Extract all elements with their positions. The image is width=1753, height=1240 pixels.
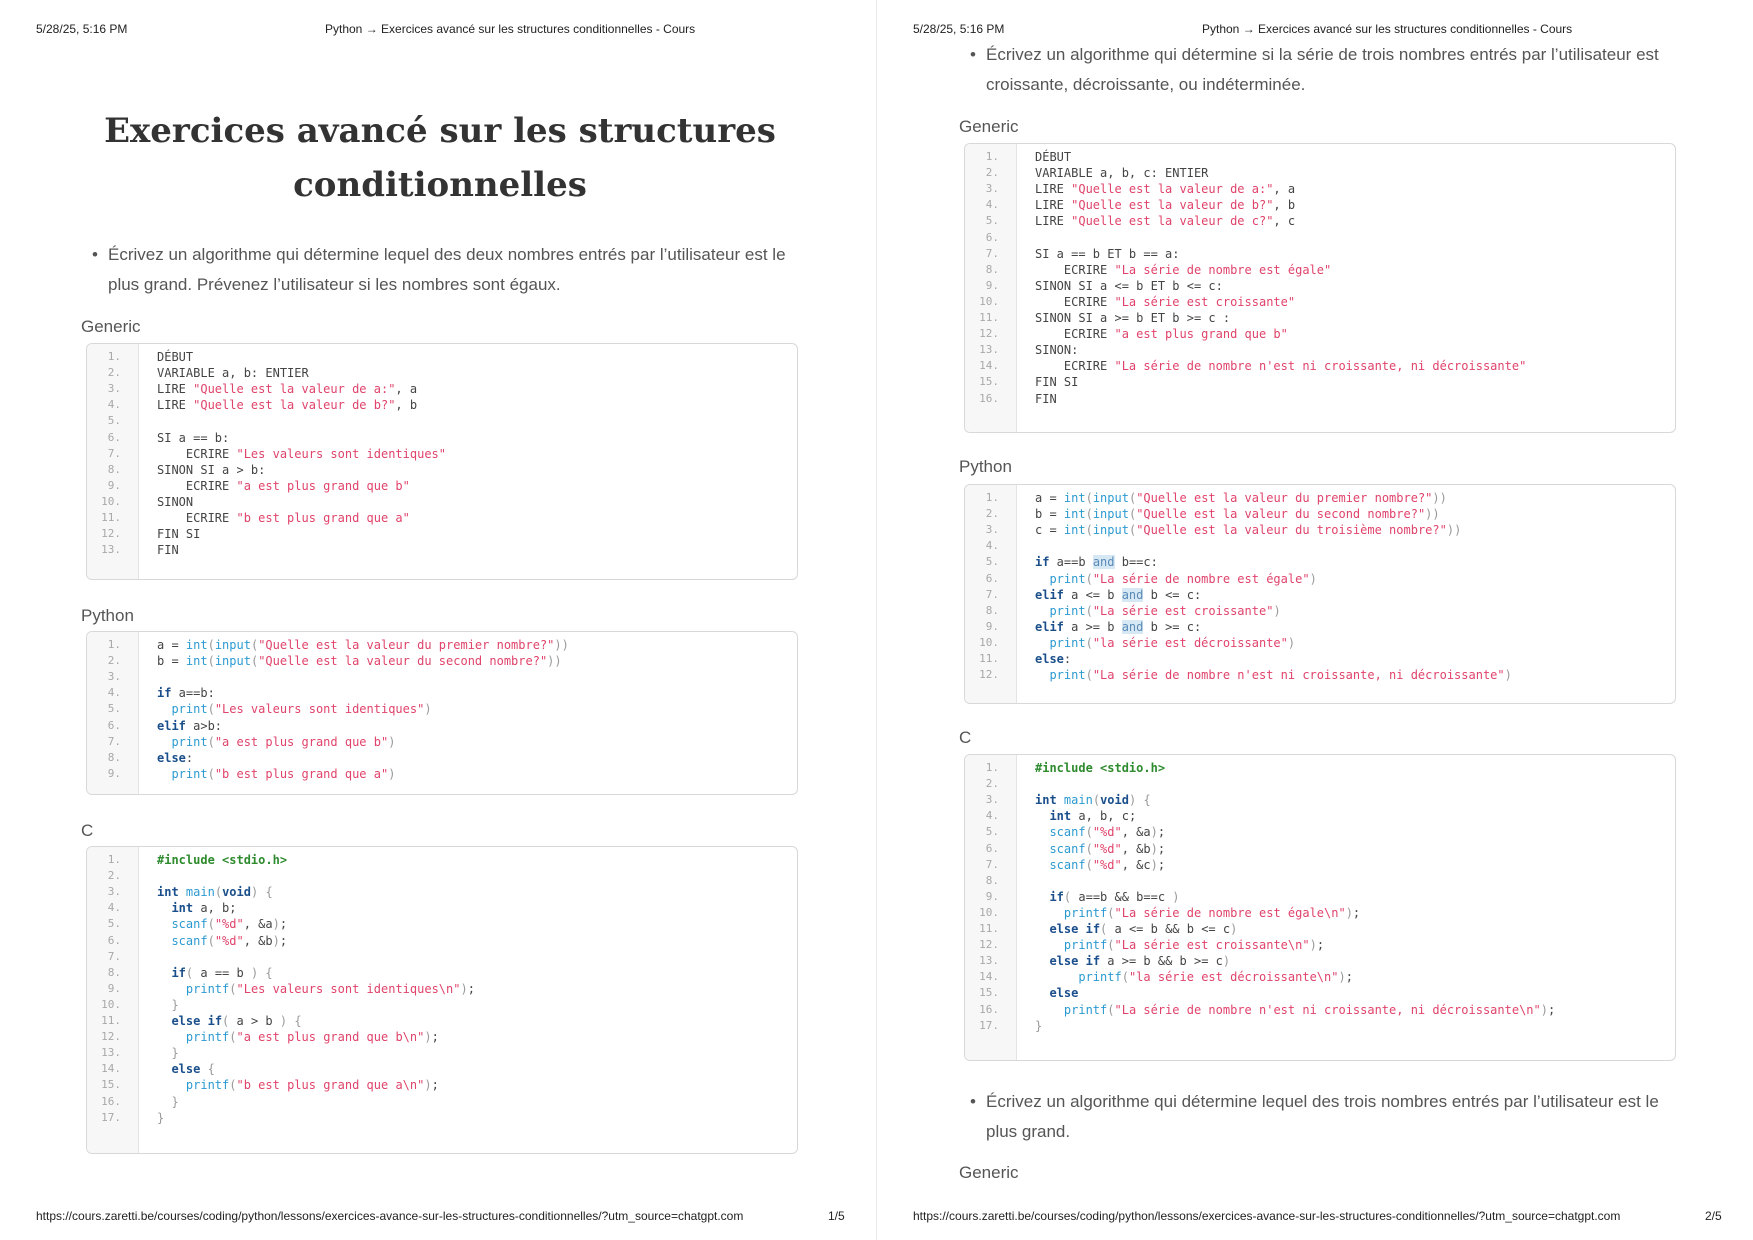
line-number: 2. — [107, 366, 121, 380]
line-number: 9. — [107, 766, 121, 780]
label-python: Python — [81, 606, 134, 625]
line-number: 13. — [101, 1046, 121, 1060]
line-number: 5. — [985, 214, 999, 228]
bullet-icon: • — [92, 245, 98, 264]
line-number: 7. — [985, 246, 999, 260]
code-line: SINON — [157, 494, 194, 509]
code-line: VARIABLE a, b: ENTIER — [157, 366, 309, 381]
line-number: 6. — [107, 933, 121, 947]
line-number: 8. — [107, 965, 121, 979]
code-line: #include <stdio.h> — [157, 853, 288, 867]
code-line: ECRIRE "La série est croissante" — [1035, 294, 1296, 309]
line-number: 7. — [107, 949, 121, 963]
code-line: else if( a > b ) { — [171, 1014, 302, 1028]
line-number: 1. — [107, 638, 121, 651]
print-date: 5/28/25, 5:16 PM — [36, 22, 128, 36]
code-line: c = int(input("Quelle est la valeur du troisième nombre?")) — [1035, 523, 1462, 538]
line-number: 9. — [107, 478, 121, 492]
code-line: FIN SI — [157, 527, 201, 542]
code-line: else if a >= b && b >= c) — [1049, 954, 1231, 969]
code-line: } — [171, 1046, 179, 1061]
line-number: 4. — [107, 398, 121, 412]
line-number: 12. — [101, 527, 121, 541]
code-line: SINON SI a > b: — [157, 462, 266, 477]
code-line: VARIABLE a, b, c: ENTIER — [1035, 166, 1209, 181]
code-line: scanf("%d", &c); — [1049, 857, 1166, 872]
line-number: 10. — [101, 494, 121, 508]
code-line: else { — [171, 1062, 215, 1077]
code-line: print("La série est croissante") — [1049, 603, 1281, 618]
print-title: Python → Exercices avancé sur les structures conditionnelles - Cours — [1202, 22, 1573, 36]
line-number: 3. — [985, 793, 999, 807]
bullet-icon: • — [970, 1092, 976, 1111]
code-line: SINON SI a >= b ET b >= c : — [1035, 311, 1231, 325]
line-number: 9. — [107, 981, 121, 995]
line-number: 11. — [979, 652, 999, 665]
line-number: 12. — [979, 327, 999, 341]
code-line: else if( a <= b && b <= c) — [1049, 922, 1238, 936]
code-line: int main(void) { — [157, 885, 273, 900]
line-number: 1. — [107, 350, 121, 363]
page-title-line2: conditionnelles — [293, 165, 587, 205]
code-line: elif a >= b and b >= c: — [1035, 619, 1202, 634]
line-number: 4. — [985, 198, 999, 212]
line-number: 12. — [101, 1030, 121, 1044]
code-line: FIN — [1035, 391, 1057, 406]
code-block-generic — [86, 343, 798, 580]
code-block-python — [964, 484, 1676, 704]
line-number: 7. — [985, 857, 999, 871]
code-line: printf("La série est croissante\n"); — [1063, 938, 1325, 953]
code-line: else: — [157, 750, 194, 765]
code-line: print("Les valeurs sont identiques") — [171, 702, 432, 717]
line-number: 16. — [979, 1002, 999, 1016]
line-number: 10. — [979, 905, 999, 919]
exercise-3-line1: Écrivez un algorithme qui détermine lequel des trois nombres entrés par l’utilisateur est le — [986, 1092, 1659, 1111]
code-line: if a==b: — [157, 686, 215, 701]
line-number: 2. — [985, 166, 999, 180]
line-number: 10. — [101, 997, 121, 1011]
code-line: SINON SI a <= b ET b <= c: — [1035, 278, 1223, 293]
line-number: 16. — [101, 1094, 121, 1108]
pdf-page-1 — [0, 0, 876, 1240]
code-line: int a, b; — [171, 901, 237, 916]
exercise-3-line2: plus grand. — [986, 1122, 1071, 1141]
page-number: 1/5 — [828, 1209, 845, 1223]
code-line: } — [157, 1110, 165, 1125]
code-line: scanf("%d", &b); — [171, 933, 288, 948]
pdf-page-2 — [877, 0, 1753, 1240]
code-line: LIRE "Quelle est la valeur de b?", b — [157, 398, 418, 413]
code-line: elif a>b: — [157, 718, 223, 733]
line-number: 14. — [979, 970, 999, 984]
footer-url: https://cours.zaretti.be/courses/coding/python/lessons/exercices-avance-sur-les-structures-conditionnelles/?utm_source=chatgpt.com — [36, 1209, 744, 1223]
line-number: 5. — [107, 917, 121, 931]
line-number: 6. — [985, 841, 999, 855]
line-number: 9. — [985, 278, 999, 292]
code-line: } — [171, 1094, 179, 1109]
line-number: 17. — [979, 1018, 999, 1032]
code-line: ECRIRE "La série de nombre n'est ni croissante, ni décroissante" — [1035, 359, 1527, 374]
code-block-python — [86, 631, 798, 795]
code-line: scanf("%d", &a); — [1049, 825, 1166, 840]
code-line: ECRIRE "Les valeurs sont identiques" — [157, 446, 446, 461]
line-number: 11. — [101, 1014, 121, 1027]
line-number: 13. — [979, 954, 999, 968]
exercise-2-line2: croissante, décroissante, ou indéterminée. — [986, 75, 1306, 94]
code-line: } — [171, 997, 179, 1012]
code-line: printf("la série est décroissante\n"); — [1078, 970, 1353, 985]
page-title-line1: Exercices avancé sur les structures — [104, 111, 776, 151]
code-line: LIRE "Quelle est la valeur de b?", b — [1035, 198, 1296, 213]
line-number: 8. — [985, 262, 999, 276]
code-line: SINON: — [1035, 343, 1079, 358]
line-number: 1. — [985, 761, 999, 774]
line-number: 4. — [107, 686, 121, 700]
line-number: 5. — [107, 414, 121, 428]
line-number: 15. — [979, 986, 999, 1000]
code-line: else: — [1035, 652, 1072, 666]
exercise-1 — [92, 240, 808, 300]
line-number: 10. — [979, 635, 999, 649]
line-number: 3. — [107, 382, 121, 396]
code-line: FIN SI — [1035, 375, 1079, 390]
line-number: 1. — [985, 491, 999, 504]
line-number: 6. — [107, 718, 121, 732]
code-line: SI a == b ET b == a: — [1035, 246, 1180, 261]
code-line: DÉBUT — [1035, 150, 1072, 164]
line-number: 1. — [985, 150, 999, 163]
line-number: 9. — [985, 619, 999, 633]
code-line: a = int(input("Quelle est la valeur du premier nombre?")) — [1035, 491, 1447, 505]
line-number: 8. — [985, 603, 999, 617]
page-number: 2/5 — [1705, 1209, 1722, 1223]
code-line: LIRE "Quelle est la valeur de c?", c — [1035, 214, 1296, 229]
code-line: b = int(input("Quelle est la valeur du second nombre?")) — [1035, 507, 1440, 522]
label-generic-2: Generic — [959, 1163, 1019, 1182]
code-line: LIRE "Quelle est la valeur de a:", a — [1035, 182, 1296, 197]
code-line: printf("La série de nombre est égale\n"); — [1063, 905, 1361, 920]
code-line: print("La série de nombre n'est ni croissante, ni décroissante") — [1049, 668, 1512, 683]
line-number: 14. — [101, 1062, 121, 1076]
exercise-1-line2: plus grand. Prévenez l’utilisateur si les nombres sont égaux. — [108, 275, 561, 294]
footer-url: https://cours.zaretti.be/courses/coding/python/lessons/exercices-avance-sur-les-structures-conditionnelles/?utm_source=chatgpt.com — [913, 1209, 1621, 1223]
label-c: C — [959, 728, 972, 747]
print-date: 5/28/25, 5:16 PM — [913, 22, 1005, 36]
code-block-c — [964, 754, 1676, 1061]
code-line: printf("a est plus grand que b\n"); — [185, 1030, 439, 1045]
line-number: 16. — [979, 391, 999, 405]
code-line: SI a == b: — [157, 430, 230, 445]
code-line: ECRIRE "a est plus grand que b" — [1035, 327, 1288, 342]
line-number: 11. — [101, 511, 121, 524]
code-line: printf("La série de nombre n'est ni croissante, ni décroissante\n"); — [1063, 1002, 1556, 1017]
line-number: 15. — [101, 1078, 121, 1092]
label-c: C — [81, 821, 94, 840]
line-number: 12. — [979, 668, 999, 682]
line-number: 3. — [107, 670, 121, 684]
line-number: 7. — [107, 734, 121, 748]
code-line: ECRIRE "a est plus grand que b" — [157, 478, 410, 493]
code-line: int a, b, c; — [1049, 809, 1137, 824]
label-generic: Generic — [81, 317, 141, 336]
line-number: 8. — [107, 750, 121, 764]
line-number: 4. — [107, 901, 121, 915]
line-number: 14. — [979, 359, 999, 373]
code-line: scanf("%d", &a); — [171, 917, 288, 932]
print-title: Python → Exercices avancé sur les structures conditionnelles - Cours — [325, 22, 696, 36]
label-generic: Generic — [959, 117, 1019, 136]
code-line: printf("b est plus grand que a\n"); — [185, 1078, 439, 1093]
line-number: 1. — [107, 853, 121, 866]
line-number: 11. — [979, 922, 999, 935]
code-line: int main(void) { — [1035, 793, 1151, 808]
code-line: #include <stdio.h> — [1035, 761, 1166, 775]
line-number: 3. — [985, 523, 999, 537]
code-line: print("b est plus grand que a") — [171, 766, 396, 781]
code-line: if( a == b ) { — [171, 965, 273, 980]
label-python: Python — [959, 457, 1012, 476]
code-line: LIRE "Quelle est la valeur de a:", a — [157, 382, 418, 397]
code-line: ECRIRE "b est plus grand que a" — [157, 511, 410, 525]
line-number: 11. — [979, 311, 999, 324]
line-number: 7. — [107, 446, 121, 460]
line-number: 10. — [979, 294, 999, 308]
code-block-generic — [964, 143, 1676, 433]
line-number: 12. — [979, 938, 999, 952]
code-line: } — [1035, 1018, 1043, 1033]
code-block-c — [86, 846, 798, 1154]
exercise-2-line1: Écrivez un algorithme qui détermine si la série de trois nombres entrés par l’utilisateur est — [986, 45, 1659, 64]
code-line: ECRIRE "La série de nombre est égale" — [1035, 262, 1332, 277]
line-number: 2. — [985, 777, 999, 791]
line-number: 15. — [979, 375, 999, 389]
line-number: 2. — [985, 507, 999, 521]
line-number: 5. — [107, 702, 121, 716]
code-line: elif a <= b and b <= c: — [1035, 587, 1202, 602]
code-line: if( a==b && b==c ) — [1049, 889, 1180, 904]
line-number: 17. — [101, 1110, 121, 1124]
line-number: 9. — [985, 889, 999, 903]
line-number: 6. — [107, 430, 121, 444]
line-number: 3. — [985, 182, 999, 196]
code-line: scanf("%d", &b); — [1049, 841, 1166, 856]
line-number: 6. — [985, 230, 999, 244]
code-line: a = int(input("Quelle est la valeur du premier nombre?")) — [157, 638, 569, 652]
exercise-1-line1: Écrivez un algorithme qui détermine lequel des deux nombres entrés par l’utilisateur est le — [108, 245, 786, 264]
line-number: 4. — [985, 539, 999, 553]
line-number: 5. — [985, 825, 999, 839]
code-line: print("a est plus grand que b") — [171, 734, 396, 749]
line-number: 8. — [985, 873, 999, 887]
line-number: 2. — [107, 654, 121, 668]
line-number: 8. — [107, 462, 121, 476]
line-number: 7. — [985, 587, 999, 601]
bullet-icon: • — [970, 45, 976, 64]
exercise-3 — [970, 1087, 1686, 1147]
line-number: 13. — [979, 343, 999, 357]
code-line: print("La série de nombre est égale") — [1049, 571, 1317, 586]
line-number: 6. — [985, 571, 999, 585]
exercise-2 — [970, 40, 1686, 100]
line-number: 3. — [107, 885, 121, 899]
code-line: print("la série est décroissante") — [1049, 635, 1296, 650]
line-number: 2. — [107, 869, 121, 883]
code-line: printf("Les valeurs sont identiques\n"); — [185, 981, 475, 996]
code-line: else — [1049, 986, 1079, 1001]
code-line: if a==b and b==c: — [1035, 555, 1158, 570]
line-number: 4. — [985, 809, 999, 823]
line-number: 13. — [101, 543, 121, 557]
line-number: 5. — [985, 555, 999, 569]
code-line: FIN — [157, 543, 179, 558]
code-line: DÉBUT — [157, 350, 194, 364]
code-line: b = int(input("Quelle est la valeur du second nombre?")) — [157, 654, 562, 669]
page-title — [80, 104, 800, 212]
